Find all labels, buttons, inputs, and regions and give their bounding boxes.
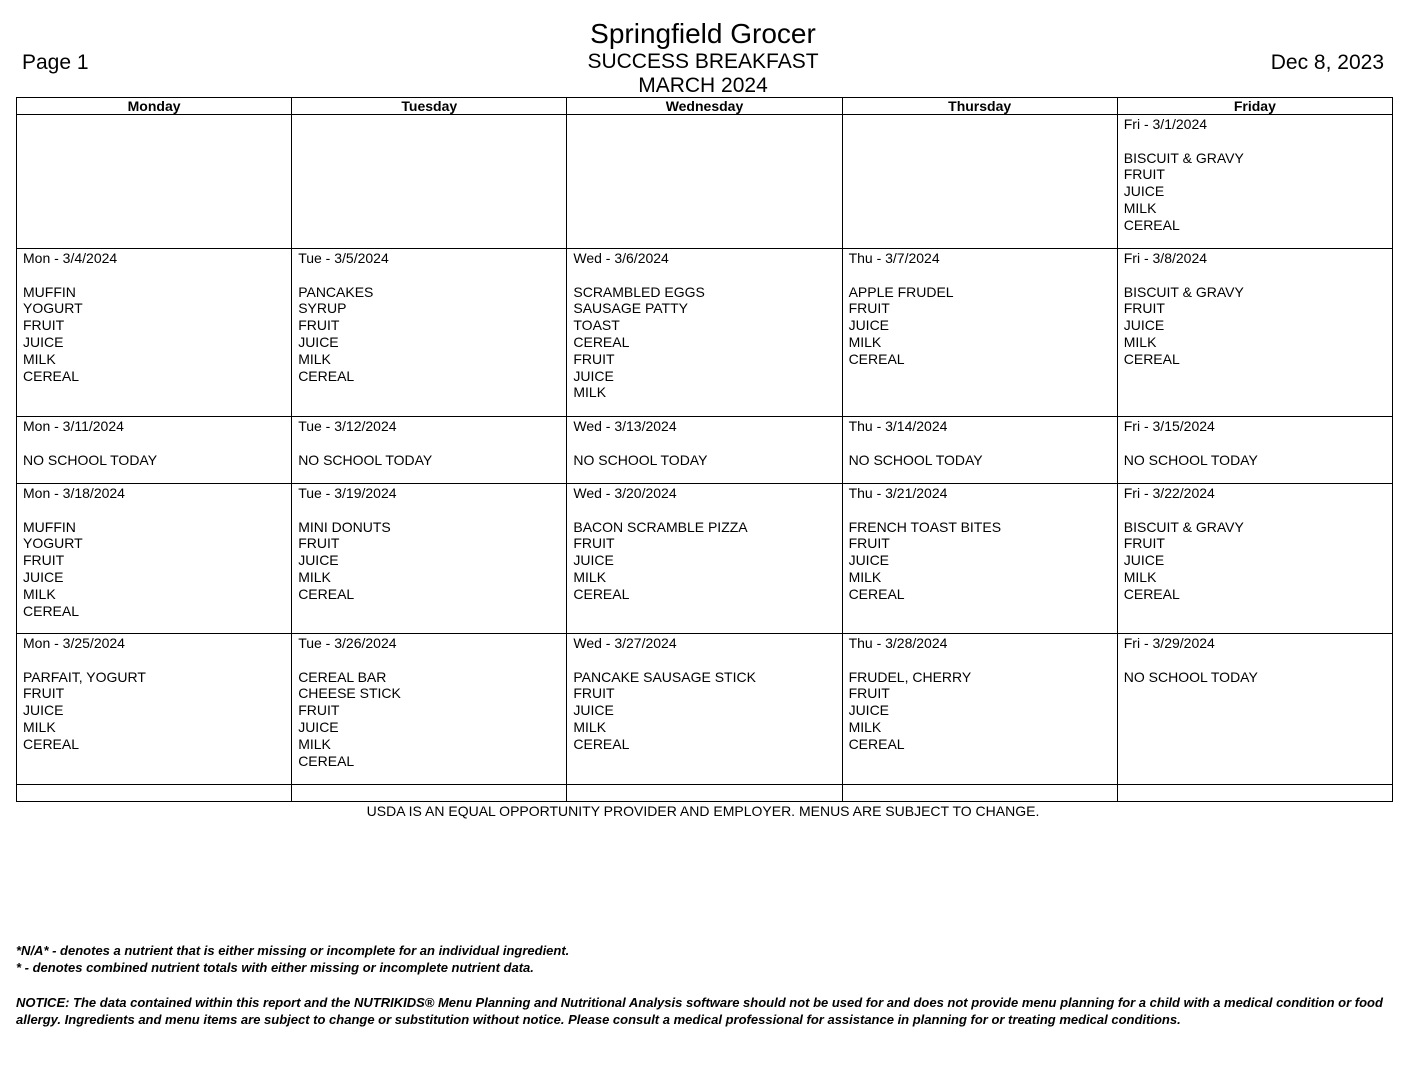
menu-item: CEREAL — [848, 585, 905, 602]
menu-item: JUICE — [573, 702, 614, 719]
menu-item: MUFFIN — [23, 283, 76, 300]
day-cell — [567, 417, 842, 484]
menu-item: CEREAL — [573, 735, 630, 752]
day-header-monday: Monday — [17, 98, 292, 115]
day-cell-content — [17, 417, 291, 468]
menu-item: FRUDEL, CHERRY — [848, 668, 972, 685]
menu-item: MUFFIN — [23, 518, 76, 535]
day-date: Thu - 3/14/2024 — [848, 418, 948, 434]
day-cell — [17, 634, 292, 785]
menu-item: CEREAL — [573, 585, 630, 602]
menu-item: BISCUIT & GRAVY — [1123, 283, 1244, 300]
day-cell-content — [17, 115, 291, 116]
day-date: Thu - 3/7/2024 — [848, 250, 940, 266]
menu-item: MILK — [298, 350, 331, 367]
menu-item: JUICE — [573, 552, 614, 569]
day-cell — [1117, 634, 1392, 785]
day-cell — [567, 249, 842, 417]
day-cell — [842, 484, 1117, 634]
menu-item: CEREAL — [23, 367, 80, 384]
menu-item: MILK — [848, 568, 882, 585]
empty-cell — [17, 785, 292, 802]
day-cell-content — [567, 417, 841, 468]
day-cell-content — [17, 484, 291, 619]
menu-item: PARFAIT, YOGURT — [23, 668, 146, 685]
week-row — [17, 484, 1393, 634]
menu-item: FRUIT — [23, 552, 65, 569]
day-cell — [292, 417, 567, 484]
menu-item: FRUIT — [573, 350, 615, 367]
day-cell — [567, 484, 842, 634]
day-date: Thu - 3/28/2024 — [848, 635, 948, 651]
menu-item: APPLE FRUDEL — [848, 283, 954, 300]
menu-item: NO SCHOOL TODAY — [298, 451, 433, 468]
menu-item: NO SCHOOL TODAY — [573, 451, 708, 468]
menu-item: NO SCHOOL TODAY — [848, 451, 983, 468]
menu-item: MILK — [1123, 199, 1157, 216]
day-cell-content — [292, 484, 566, 603]
menu-item: FRUIT — [298, 535, 340, 552]
day-cell — [1117, 417, 1392, 484]
day-date: Mon - 3/18/2024 — [23, 485, 125, 501]
menu-item: MILK — [1123, 568, 1157, 585]
menu-item: CEREAL — [23, 602, 80, 619]
day-cell-content — [292, 249, 566, 384]
menu-item: JUICE — [1123, 552, 1165, 569]
day-cell — [842, 249, 1117, 417]
menu-item: FRUIT — [298, 702, 340, 719]
day-cell-content — [843, 417, 1117, 468]
menu-item: CEREAL — [1123, 216, 1180, 233]
menu-item: NO SCHOOL TODAY — [1123, 451, 1258, 468]
menu-item: CEREAL — [848, 735, 905, 752]
day-date: Wed - 3/13/2024 — [573, 418, 677, 434]
menu-item: FRUIT — [1123, 535, 1165, 552]
menu-item: CHEESE STICK — [298, 685, 401, 702]
menu-item: MILK — [848, 333, 882, 350]
day-cell-content — [1118, 417, 1392, 468]
day-cell — [292, 634, 567, 785]
day-cell-content — [843, 484, 1117, 603]
day-cell-content — [567, 484, 841, 603]
menu-item: MILK — [23, 585, 56, 602]
week-row — [17, 115, 1393, 249]
menu-item: FRUIT — [848, 685, 890, 702]
menu-item: MILK — [298, 568, 331, 585]
empty-cell — [842, 785, 1117, 802]
notice-text: NOTICE: The data contained within this report and the NUTRIKIDS® Menu Planning and Nutritional Analysis software should not be used for and does not provide menu planning for a child with a medical condition or food allergy. Ingredients and menu items are subject to change or substitution without notice. Please consult a medical professional for assistance in planning for or treating medical conditions. — [16, 995, 1383, 1027]
empty-row — [17, 785, 1393, 802]
day-cell-content — [17, 634, 291, 753]
menu-item: MILK — [573, 718, 607, 735]
day-cell — [842, 634, 1117, 785]
menu-item: FRUIT — [23, 317, 65, 334]
menu-item: JUICE — [848, 702, 890, 719]
day-cell-content — [1118, 249, 1392, 368]
empty-cell — [1117, 785, 1392, 802]
menu-item: MILK — [573, 568, 607, 585]
menu-item: JUICE — [23, 333, 64, 350]
day-cell — [292, 249, 567, 417]
menu-item: JUICE — [298, 333, 339, 350]
day-cell — [17, 115, 292, 249]
day-date: Thu - 3/21/2024 — [848, 485, 948, 501]
menu-item: NO SCHOOL TODAY — [1123, 668, 1258, 685]
week-row — [17, 249, 1393, 417]
menu-item: CEREAL — [298, 585, 355, 602]
menu-item: CEREAL — [298, 367, 355, 384]
day-date: Fri - 3/1/2024 — [1123, 116, 1208, 132]
star-footnote: * - denotes combined nutrient totals with either missing or incomplete nutrient data. — [16, 960, 534, 975]
menu-item: FRUIT — [298, 317, 340, 334]
day-cell-content — [567, 249, 841, 401]
menu-item: CEREAL — [573, 333, 630, 350]
menu-item: CEREAL — [1123, 585, 1180, 602]
day-cell-content — [567, 115, 841, 116]
day-header-row — [17, 98, 1393, 115]
day-cell-content — [292, 115, 566, 116]
menu-item: MILK — [298, 735, 331, 752]
day-date: Mon - 3/11/2024 — [23, 418, 124, 434]
day-date: Tue - 3/26/2024 — [298, 635, 397, 651]
day-cell — [1117, 115, 1392, 249]
menu-item: CEREAL — [1123, 350, 1180, 367]
menu-item: BISCUIT & GRAVY — [1123, 518, 1244, 535]
day-date: Tue - 3/12/2024 — [298, 418, 397, 434]
menu-item: FRUIT — [573, 535, 615, 552]
day-cell — [292, 115, 567, 249]
day-cell-content — [1118, 115, 1392, 234]
day-cell-content — [1118, 634, 1392, 685]
calendar-body — [17, 115, 1393, 802]
day-cell — [17, 484, 292, 634]
menu-item: NO SCHOOL TODAY — [23, 451, 158, 468]
menu-item: MILK — [1123, 333, 1157, 350]
day-date: Mon - 3/25/2024 — [23, 635, 125, 651]
menu-calendar — [16, 97, 1393, 802]
day-header-wednesday: Wednesday — [567, 98, 842, 115]
menu-item: FRENCH TOAST BITES — [848, 518, 1002, 535]
day-cell — [842, 115, 1117, 249]
menu-item: FRUIT — [848, 300, 890, 317]
day-date: Wed - 3/20/2024 — [573, 485, 677, 501]
menu-item: CEREAL BAR — [298, 668, 387, 685]
day-date: Fri - 3/29/2024 — [1123, 635, 1215, 651]
day-cell — [842, 417, 1117, 484]
day-cell-content — [1118, 484, 1392, 603]
document-title: Springfield Grocer — [590, 18, 816, 49]
menu-item: CEREAL — [848, 350, 905, 367]
page-number: Page 1 — [22, 51, 89, 74]
menu-name: SUCCESS BREAKFAST — [587, 50, 819, 73]
week-row — [17, 634, 1393, 785]
menu-item: MILK — [848, 718, 882, 735]
day-cell — [17, 417, 292, 484]
day-cell — [1117, 249, 1392, 417]
menu-item: YOGURT — [23, 300, 83, 317]
menu-item: MILK — [23, 718, 56, 735]
menu-item: FRUIT — [1123, 166, 1165, 183]
menu-item: FRUIT — [848, 535, 890, 552]
menu-item: JUICE — [23, 702, 64, 719]
menu-item: JUICE — [848, 317, 890, 334]
day-cell-content — [843, 249, 1117, 368]
menu-item: FRUIT — [573, 685, 615, 702]
menu-item: MILK — [573, 384, 607, 401]
menu-item: FRUIT — [23, 685, 65, 702]
print-date: Dec 8, 2023 — [1270, 51, 1384, 74]
menu-item: JUICE — [23, 568, 64, 585]
day-cell-content — [843, 634, 1117, 753]
day-date: Fri - 3/8/2024 — [1123, 250, 1208, 266]
usda-statement: USDA IS AN EQUAL OPPORTUNITY PROVIDER AND EMPLOYER. MENUS ARE SUBJECT TO CHANGE. — [366, 803, 1040, 819]
menu-item: JUICE — [298, 552, 339, 569]
day-cell — [1117, 484, 1392, 634]
menu-item: PANCAKES — [298, 283, 374, 300]
day-cell-content — [843, 115, 1117, 116]
menu-item: MINI DONUTS — [298, 518, 391, 535]
menu-item: TOAST — [573, 317, 620, 334]
day-cell-content — [567, 634, 841, 753]
menu-item: BACON SCRAMBLE PIZZA — [573, 518, 748, 535]
menu-item: JUICE — [298, 718, 339, 735]
menu-item: JUICE — [848, 552, 890, 569]
day-date: Wed - 3/27/2024 — [573, 635, 677, 651]
menu-item: JUICE — [573, 367, 614, 384]
day-header-friday: Friday — [1117, 98, 1392, 115]
menu-item: SYRUP — [298, 300, 347, 317]
menu-item: JUICE — [1123, 317, 1165, 334]
na-footnote: *N/A* - denotes a nutrient that is either missing or incomplete for an individual ingredient. — [16, 943, 570, 958]
menu-item: SCRAMBLED EGGS — [573, 283, 705, 300]
menu-item: CEREAL — [298, 752, 355, 769]
day-cell — [292, 484, 567, 634]
menu-item: PANCAKE SAUSAGE STICK — [573, 668, 756, 685]
empty-cell — [567, 785, 842, 802]
day-date: Fri - 3/15/2024 — [1123, 418, 1215, 434]
day-cell-content — [292, 634, 566, 769]
menu-item: BISCUIT & GRAVY — [1123, 149, 1244, 166]
day-cell — [567, 634, 842, 785]
day-cell — [17, 249, 292, 417]
menu-item: JUICE — [1123, 183, 1165, 200]
menu-month: MARCH 2024 — [638, 74, 768, 97]
day-cell-content — [292, 417, 566, 468]
menu-item: MILK — [23, 350, 56, 367]
day-cell — [567, 115, 842, 249]
menu-item: FRUIT — [1123, 300, 1165, 317]
day-date: Wed - 3/6/2024 — [573, 250, 669, 266]
day-header-tuesday: Tuesday — [292, 98, 567, 115]
day-date: Tue - 3/19/2024 — [298, 485, 397, 501]
day-date: Tue - 3/5/2024 — [298, 250, 389, 266]
day-date: Mon - 3/4/2024 — [23, 250, 118, 266]
day-header-thursday: Thursday — [842, 98, 1117, 115]
day-date: Fri - 3/22/2024 — [1123, 485, 1215, 501]
day-cell-content — [17, 249, 291, 384]
empty-cell — [292, 785, 567, 802]
week-row — [17, 417, 1393, 484]
menu-item: CEREAL — [23, 735, 80, 752]
menu-item: SAUSAGE PATTY — [573, 300, 688, 317]
menu-item: YOGURT — [23, 535, 83, 552]
